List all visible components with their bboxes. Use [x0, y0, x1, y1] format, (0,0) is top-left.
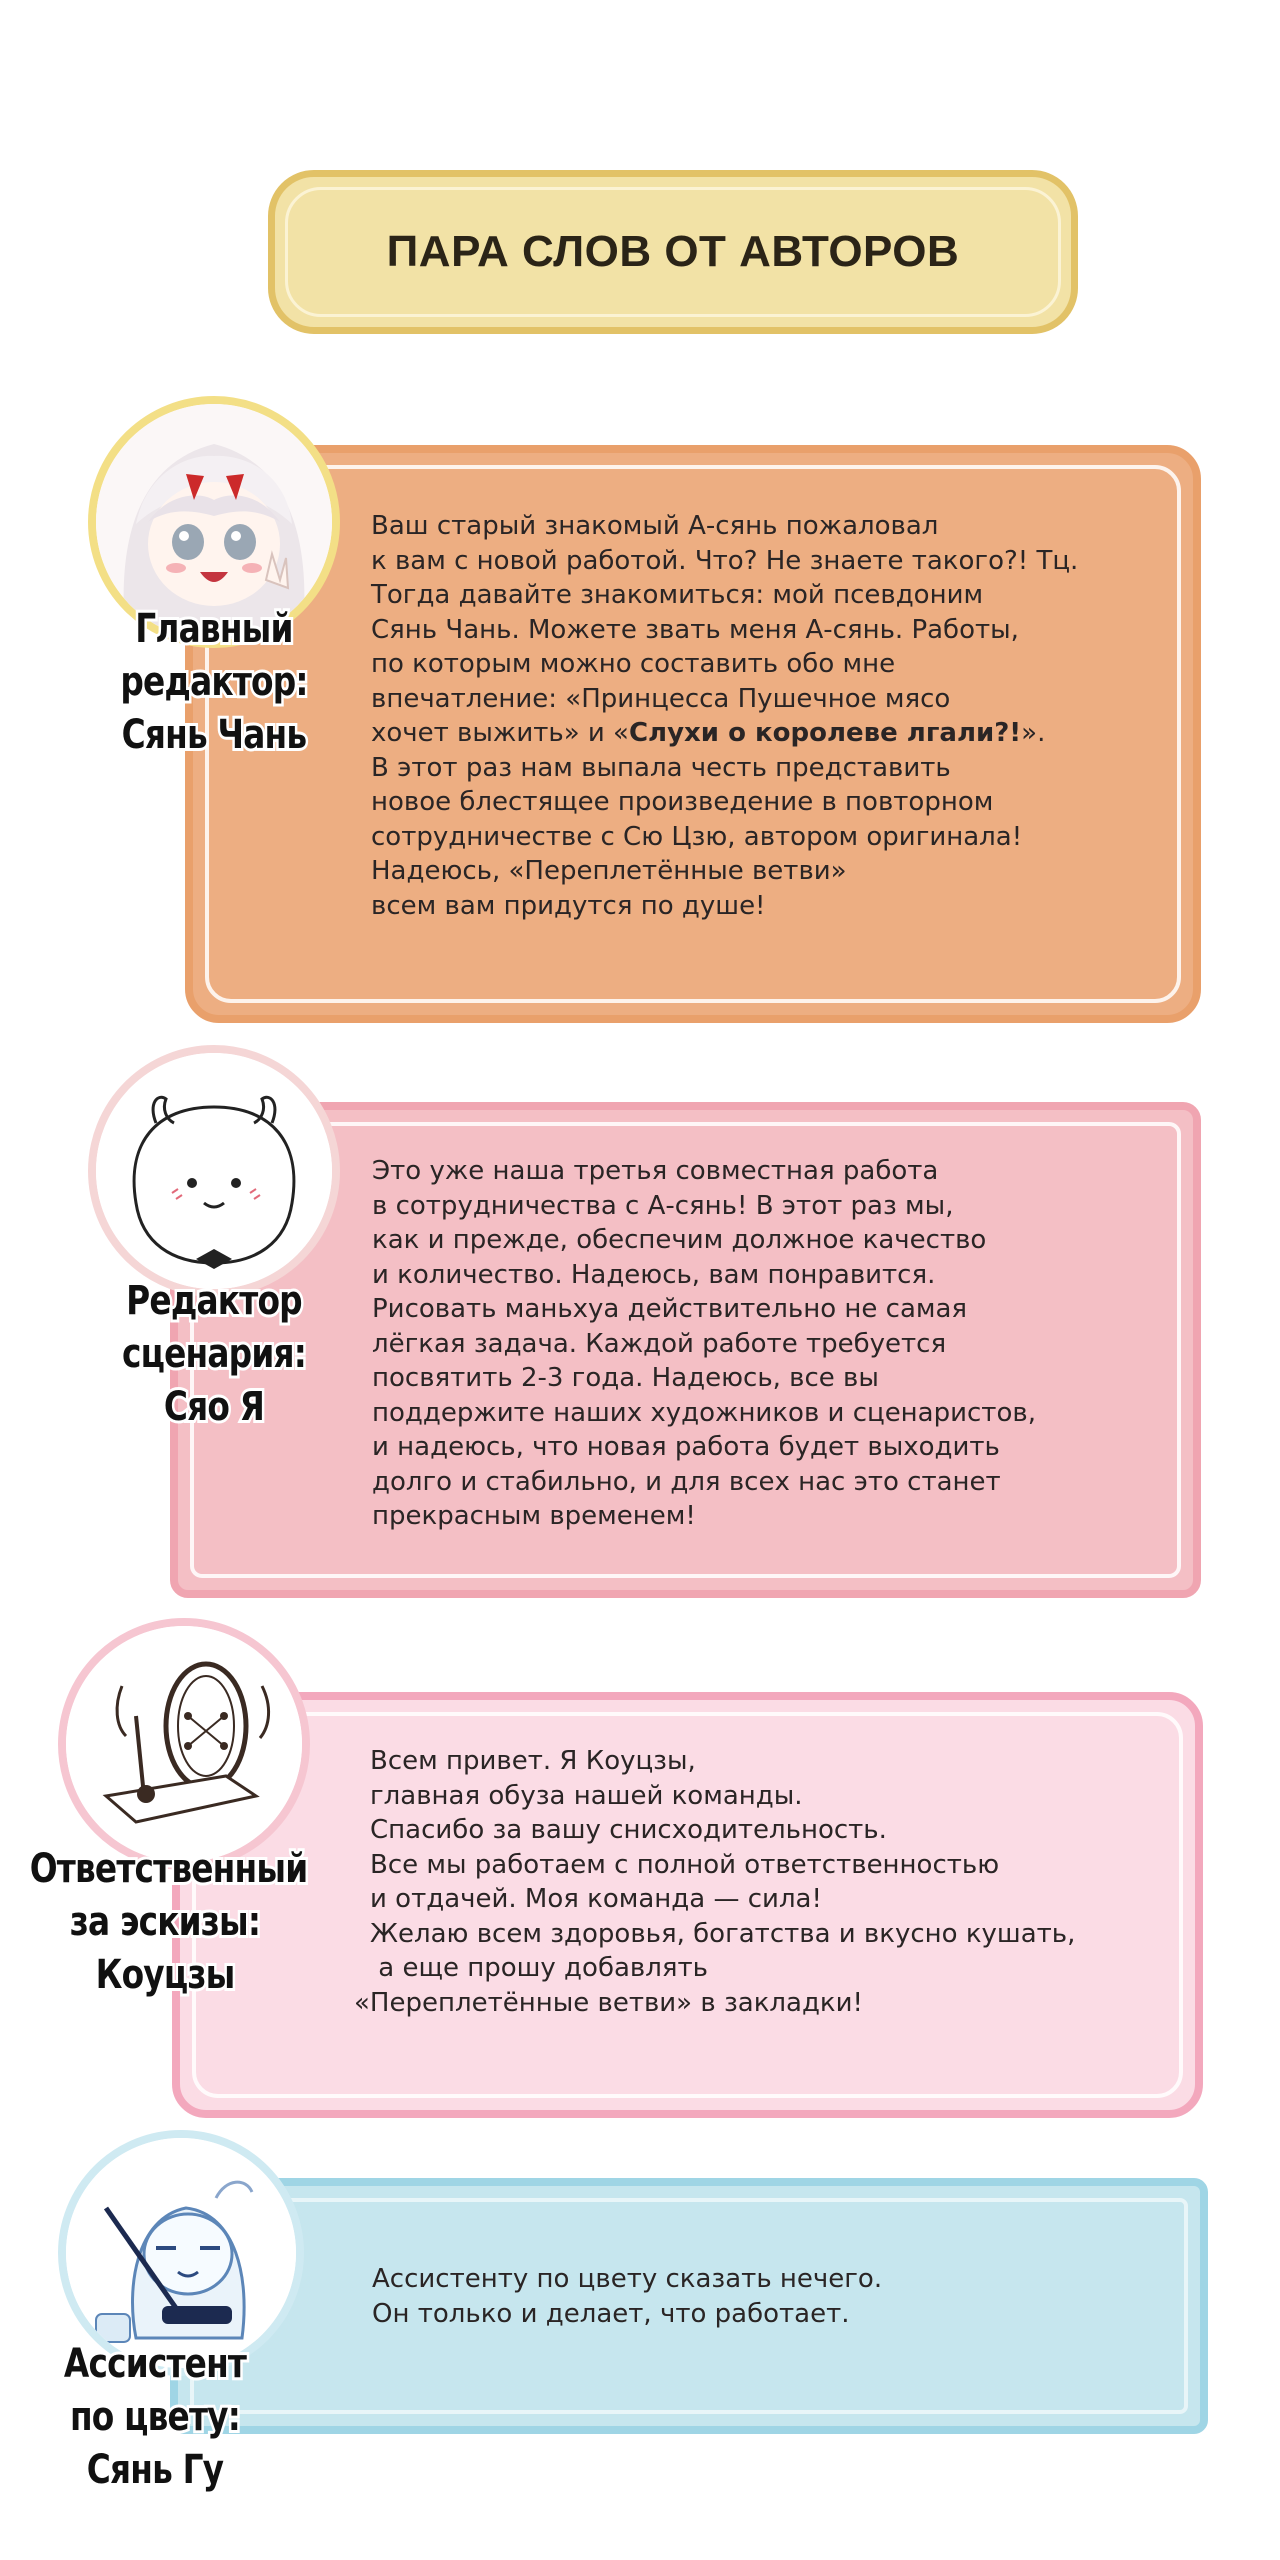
message-line: Надеюсь, «Переплетённые ветви»	[371, 856, 847, 886]
author-card-sketch-artist	[172, 1692, 1203, 2118]
role-line: Ответственный	[29, 1846, 308, 1892]
message-fragment: хочет выжить» и «	[371, 718, 629, 748]
message-line: Ассистенту по цвету сказать нечего.	[372, 2264, 883, 2294]
title-banner	[268, 170, 1078, 334]
message-line: Ваш старый знакомый А-сянь пожаловал	[371, 511, 939, 541]
message-line: посвятить 2-3 года. Надеюсь, все вы	[372, 1363, 879, 1393]
message-line: и надеюсь, что новая работа будет выходить	[372, 1432, 1000, 1462]
role-label-sketch-artist	[29, 1843, 308, 2002]
page-title: ПАРА СЛОВ ОТ АВТОРОВ	[386, 227, 960, 276]
role-line: Сянь Гу	[86, 2447, 224, 2493]
role-line: за эскизы:	[69, 1899, 261, 1945]
message-line: Все мы работаем с полной ответственностью	[370, 1849, 1000, 1880]
message-line: к вам с новой работой. Что? Не знаете такого?! Тц.	[371, 545, 1079, 576]
message-line: в сотрудничества с А-сянь! В этот раз мы,	[372, 1190, 954, 1221]
message-line: и отдачей. Моя команда — сила!	[370, 1884, 822, 1914]
role-line: Редактор	[126, 1278, 302, 1324]
message-line: поддержите наших художников и сценаристов,	[372, 1397, 1036, 1428]
message-fragment: ».	[1021, 718, 1046, 748]
sketch-artist-avatar-icon	[58, 1618, 310, 1870]
message-line: прекрасным временем!	[372, 1501, 696, 1531]
role-label-color-assistant	[28, 2338, 282, 2497]
card-message	[372, 2262, 882, 2331]
message-line: Рисовать маньхуа действительно не самая	[372, 1294, 968, 1324]
card-message	[354, 1744, 1076, 2020]
highlighted-title: Слухи о королеве лгали?!	[628, 718, 1022, 748]
role-label-chief-editor	[71, 603, 356, 762]
message-line: впечатление: «Принцесса Пушечное мясо	[371, 683, 951, 714]
role-line: Главный	[135, 606, 293, 652]
message-line: всем вам придутся по душе!	[371, 890, 766, 921]
message-line: новое блестящее произведение в повторном	[371, 787, 994, 817]
role-line: сценария:	[121, 1331, 307, 1377]
message-line: Тогда давайте знакомиться: мой псевдоним	[371, 580, 984, 610]
message-line: а еще прошу добавлять	[370, 1953, 708, 1983]
role-label-script-editor	[71, 1275, 356, 1434]
title-banner-inner	[285, 187, 1061, 317]
message-line: «Переплетённые ветви» в закладки!	[354, 1987, 863, 2018]
message-line: главная обуза нашей команды.	[370, 1780, 803, 1811]
message-line: как и прежде, обеспечим должное качество	[372, 1225, 987, 1255]
message-line: лёгкая задача. Каждой работе требуется	[372, 1328, 947, 1359]
card-message	[372, 1154, 1036, 1534]
message-line: Это уже наша третья совместная работа	[372, 1156, 939, 1186]
message-line: Желаю всем здоровья, богатства и вкусно кушать,	[370, 1918, 1076, 1949]
card-message	[371, 509, 1078, 923]
goat-mascot-avatar-icon	[88, 1045, 340, 1297]
role-line: по цвету:	[69, 2394, 241, 2440]
role-line: Сяо Я	[163, 1384, 265, 1430]
message-line: по которым можно составить обо мне	[371, 649, 896, 679]
message-line: Спасибо за вашу снисходительность.	[370, 1815, 887, 1845]
message-line: сотрудничестве с Сю Цзю, автором оригинала!	[371, 821, 1023, 852]
author-card-color-assistant	[170, 2178, 1208, 2434]
role-line: Сянь Чань	[121, 712, 307, 758]
role-line: редактор:	[120, 659, 308, 705]
message-line-mixed	[371, 716, 1078, 751]
message-line: Он только и делает, что работает.	[372, 2298, 850, 2329]
message-line: долго и стабильно, и для всех нас это станет	[372, 1466, 1001, 1497]
message-line: Всем привет. Я Коуцзы,	[370, 1746, 696, 1776]
role-line: Ассистент	[63, 2341, 247, 2387]
message-line: В этот раз нам выпала честь представить	[371, 752, 951, 783]
role-line: Коуцзы	[95, 1952, 235, 1998]
message-line: и количество. Надеюсь, вам понравится.	[372, 1259, 936, 1290]
message-line: Сянь Чань. Можете звать меня А-сянь. Работы,	[371, 614, 1019, 645]
